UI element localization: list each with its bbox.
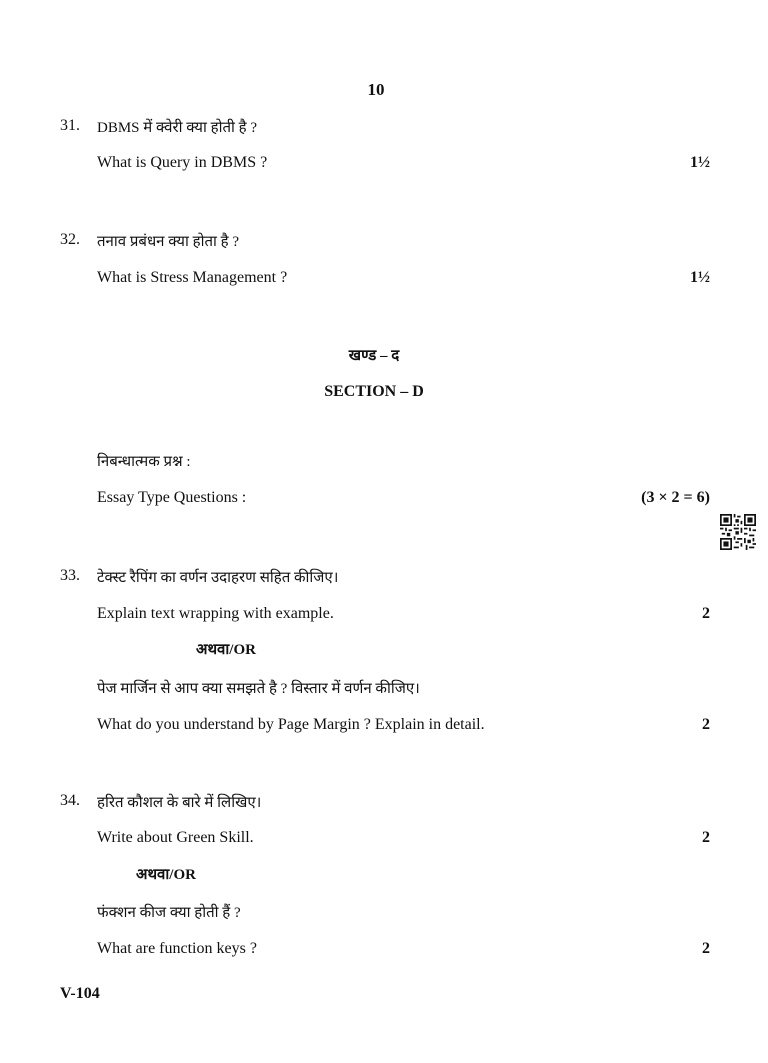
question-33-hindi: टेक्स्ट रैपिंग का वर्णन उदाहरण सहित कीजिए।: [97, 570, 339, 586]
essay-marks: (3 × 2 = 6): [641, 489, 710, 506]
essay-heading-hindi: निबन्धात्मक प्रश्न :: [97, 454, 191, 470]
question-33-alt-hindi: पेज मार्जिन से आप क्या समझते है ? विस्तार में वर्णन कीजिए।: [97, 681, 420, 697]
question-34-marks: 2: [702, 829, 710, 846]
essay-heading-english: Essay Type Questions :: [97, 489, 247, 506]
question-number-33: 33.: [60, 567, 80, 584]
page-number: 10: [367, 80, 385, 99]
question-34-or-label: अथवा/OR: [136, 867, 196, 883]
question-number-32: 32.: [60, 231, 80, 248]
section-heading-hindi: खण्ड – द: [348, 348, 400, 364]
question-34-hindi: हरित कौशल के बारे में लिखिए।: [97, 795, 262, 811]
question-33-english: Explain text wrapping with example.: [97, 605, 334, 622]
question-31-english: What is Query in DBMS ?: [97, 154, 268, 171]
question-34-english: Write about Green Skill.: [97, 829, 254, 846]
question-31-marks: 1½: [690, 154, 710, 171]
qr-code: [720, 514, 756, 550]
paper-code: V-104: [60, 985, 100, 1002]
question-34-alt-hindi: फंक्शन कीज क्या होती हैं ?: [97, 905, 241, 921]
question-32-english: What is Stress Management ?: [97, 269, 288, 286]
question-31-hindi: DBMS में क्वेरी क्या होती है ?: [97, 120, 258, 136]
question-number-34: 34.: [60, 792, 80, 809]
question-34-alt-english: What are function keys ?: [97, 940, 257, 957]
section-heading-english: SECTION – D: [324, 383, 424, 400]
question-33-marks: 2: [702, 605, 710, 622]
question-33-alt-marks: 2: [702, 716, 710, 733]
question-33-alt-english: What do you understand by Page Margin ? Explain in detail.: [97, 716, 485, 733]
question-number-31: 31.: [60, 117, 80, 134]
question-34-alt-marks: 2: [702, 940, 710, 957]
question-33-or-label: अथवा/OR: [196, 642, 256, 658]
question-32-marks: 1½: [690, 269, 710, 286]
question-32-hindi: तनाव प्रबंधन क्या होता है ?: [97, 234, 240, 250]
